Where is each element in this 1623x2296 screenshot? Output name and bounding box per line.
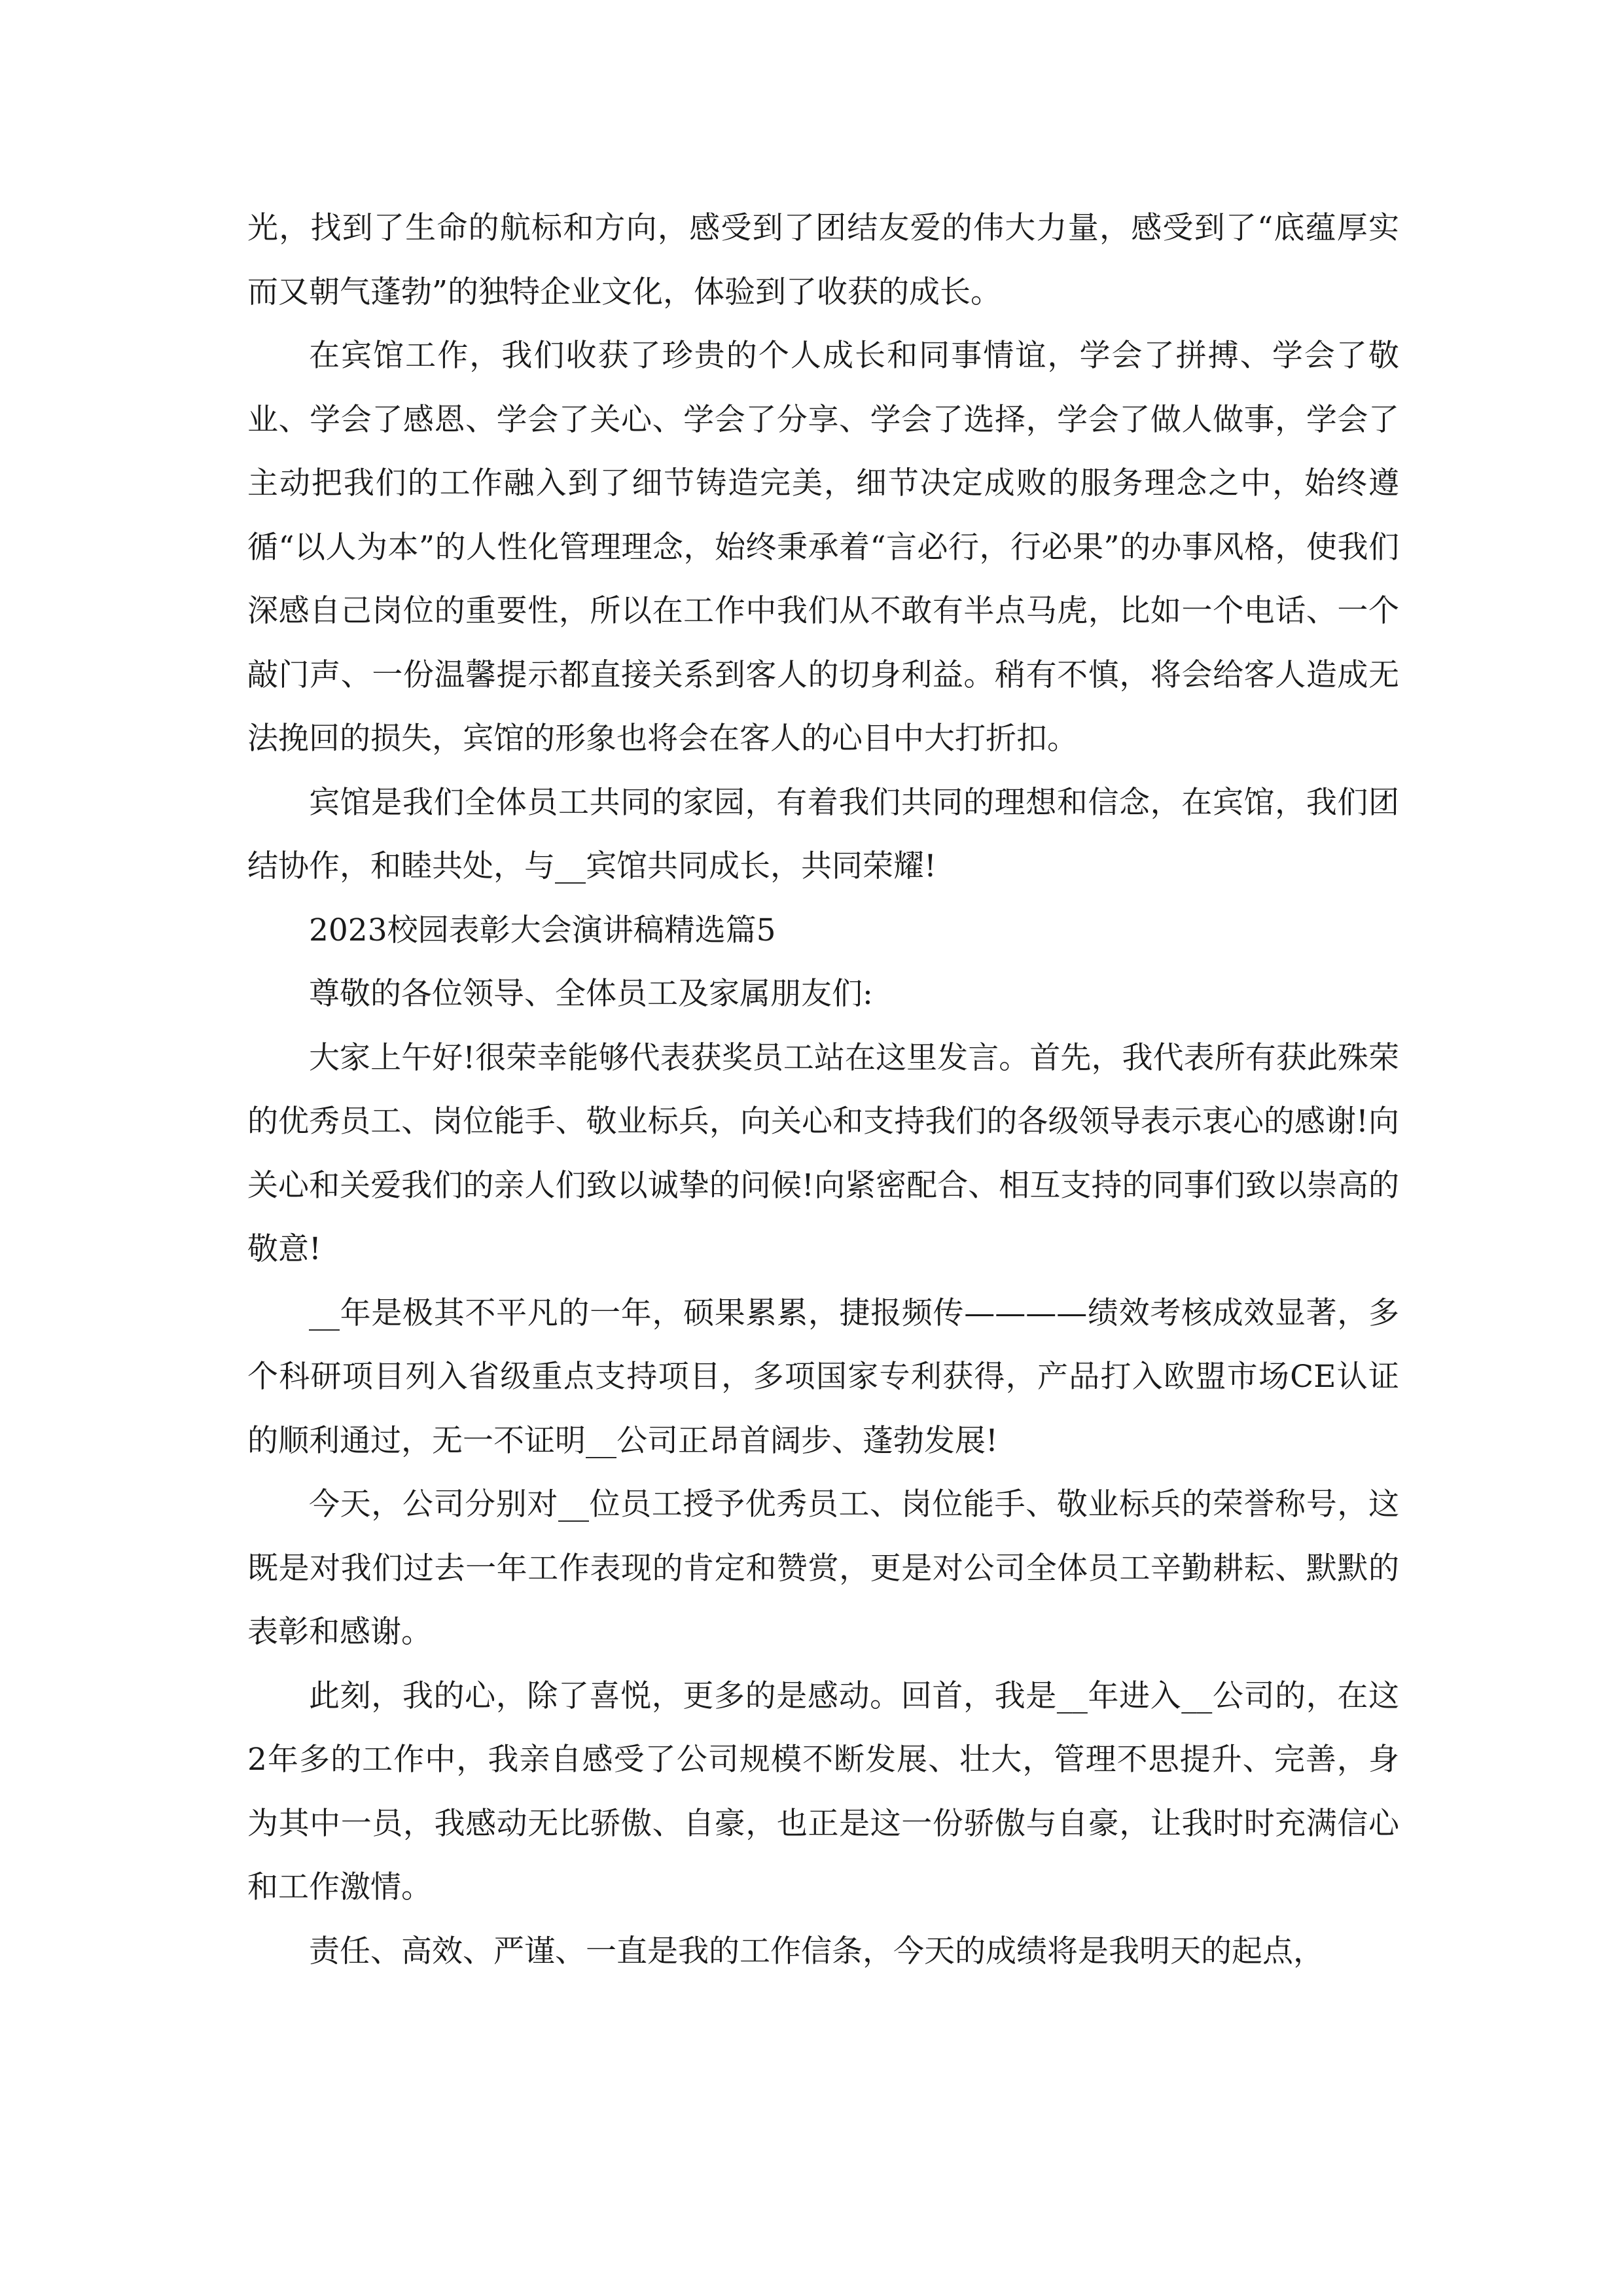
paragraph-7: __年是极其不平凡的一年，硕果累累，捷报频传————绩效考核成效显著，多个科研项目列入省级重点支持项目，多项国家专利获得，产品打入欧盟市场CE认证的顺利通过，无一不证明__公司正昂首阔步、蓬勃发展! <box>247 1295 1399 1459</box>
paragraph-10: 责任、高效、严谨、一直是我的工作信条，今天的成绩将是我明天的起点， <box>309 1933 1324 1969</box>
paragraph-8: 今天，公司分别对__位员工授予优秀员工、岗位能手、敬业标兵的荣誉称号，这既是对我们过去一年工作表现的肯定和赞赏，更是对公司全体员工辛勤耕耘、默默的表彰和感谢。 <box>247 1486 1399 1650</box>
salutation: 尊敬的各位领导、全体员工及家属朋友们: <box>309 976 873 1012</box>
paragraph-9: 此刻，我的心，除了喜悦，更多的是感动。回首，我是__年进入__公司的，在这2年多的工作中，我亲自感受了公司规模不断发展、壮大，管理不思提升、完善，身为其中一员，我感动无比骄傲、自豪，也正是这一份骄傲与自豪，让我时时充满信心和工作激情。 <box>247 1677 1399 1905</box>
paragraph-2: 在宾馆工作，我们收获了珍贵的个人成长和同事情谊，学会了拼搏、学会了敬业、学会了感恩、学会了关心、学会了分享、学会了选择，学会了做人做事，学会了主动把我们的工作融入到了细节铸造完美，细节决定成败的服务理念之中，始终遵循“以人为本”的人性化管理理念，始终秉承着“言必行，行必果”的办事风格，使我们深感自己岗位的重要性，所以在工作中我们从不敢有半点马虎，比如一个电话、一个敲门声、一份温馨提示都直接关系到客人的切身利益。稍有不慎，将会给客人造成无法挽回的损失，宾馆的形象也将会在客人的心目中大打折扣。 <box>247 338 1399 757</box>
paragraph-1: 光，找到了生命的航标和方向，感受到了团结友爱的伟大力量，感受到了“底蕴厚实而又朝气蓬勃”的独特企业文化，体验到了收获的成长。 <box>247 210 1399 310</box>
paragraph-3: 宾馆是我们全体员工共同的家园，有着我们共同的理想和信念，在宾馆，我们团结协作，和睦共处，与__宾馆共同成长，共同荣耀! <box>247 784 1399 884</box>
paragraph-6: 大家上午好!很荣幸能够代表获奖员工站在这里发言。首先，我代表所有获此殊荣的优秀员工、岗位能手、敬业标兵，向关心和支持我们的各级领导表示衷心的感谢!向关心和关爱我们的亲人们致以诚挚的问候!向紧密配合、相互支持的同事们致以崇高的敬意! <box>247 1039 1399 1267</box>
section-heading: 2023校园表彰大会演讲稿精选篇5 <box>309 912 776 948</box>
document-page <box>247 196 1399 1983</box>
